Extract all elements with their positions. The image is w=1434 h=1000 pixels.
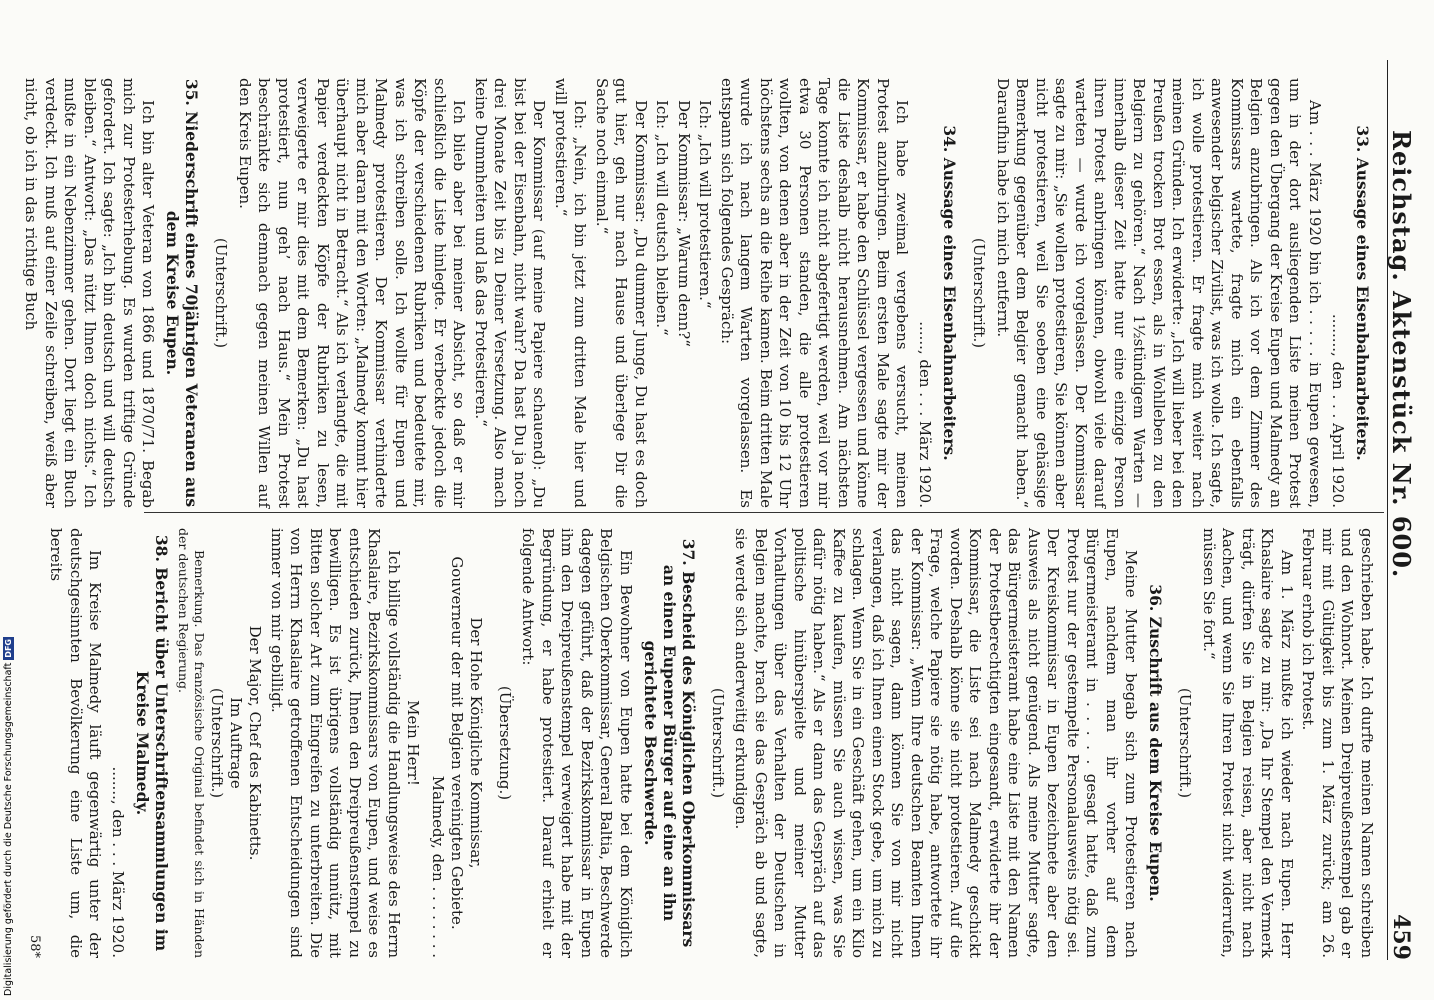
section-34-dialog-6: Der Kommissar (auf meine Papiere schauend): „Du bist bei der Eisenbahn, nicht wahr? Da hast Du ja noch drei Monate Zeit bis zu Deiner Versetzung. Also mach keine Dummheiten und laß das Protestieren.“ [472, 78, 549, 508]
section-33-signature: (Unterschrift.) [970, 237, 989, 349]
section-37-translation-note: (Übersetzung.) [496, 685, 514, 801]
right-column [27, 528, 1376, 958]
section-34-dialog-1: Ich: „Ich will protestieren.“ [696, 100, 715, 309]
section-34-text: Ich habe zweimal vergebens versucht, meinen Protest anzubringen. Beim ersten Male sagte mir der Kommissar, er habe den Schlüssel vergessen und könne die Liste deshalb nicht herausnehmen. Am nächsten Tage konnte ich nicht abgefertigt werden, weil vor mir etwa 30 Personen standen, die alle protestieren wollten, von denen aber in der Zeit von 10 bis 12 Uhr höchstens sechs an die Reihe kamen. Beim dritten Male wurde ich nach langem Warten vorgelassen. Es entspann sich folgendes Gespräch: [718, 78, 912, 508]
section-35-signature: (Unterschrift.) [1176, 687, 1195, 799]
section-37-text: Ein Bewohner von Eupen hatte bei dem Königlich Belgischen Oberkommissar, General Baltia, Beschwerde dagegen geführt, daß der Bezirkskommissar in Eupen ihm den Dreipreußenstempel verweigert habe mit der Begründung, er habe protestiert. Darauf erhielt er folgende Antwort: [519, 528, 635, 958]
section-37-heading: 37. Bescheid des Königlichen Oberkommissars an einen Eupener Bürger auf eine an ihn gerichtete Beschwerde. [641, 538, 698, 948]
section-38-heading: 38. Bericht über Unterschriftensammlungen im Kreise Malmedy. [133, 534, 172, 952]
page-number: 459 [1388, 914, 1414, 960]
page-header-title: Reichstag. Aktenstück Nr. 600. [1387, 130, 1416, 579]
section-34-dialog-2: Der Kommissar: „Warum denn?“ [675, 100, 693, 347]
section-37-place: Malmedy, den . . . . . . . . [429, 775, 447, 958]
section-33-heading: 33. Aussage eines Eisenbahnarbeiters. [1353, 125, 1372, 461]
section-38-dateline: ......., den . . . März 1920. [109, 766, 128, 958]
section-35-continued: geschrieben habe. Ich durfte meinen Namen schreiben und den Wohnort. Meinen Dreipreußenstempel gab er mir mit Gültigkeit bis zum 1. März zurück; am 26. Februar erhob ich Protest. [1299, 528, 1376, 958]
section-37-signer-title: Der Major, Chef des Kabinetts. [246, 625, 265, 861]
section-34-dateline: ......, den . . . März 1920. [916, 321, 935, 508]
section-34-heading: 34. Aussage eines Eisenbahnarbeiters. [940, 125, 960, 461]
section-34-text-2: Ich blieb aber bei meiner Absicht, so daß er mir schließlich die Liste hinlegte. Er verbeckte jedoch die Köpfe der verschiedenen Rubriken und bedeutete mir, was ich schreiben solle. Ich wollte für Eupen und Malmedy protestieren. Der Kommissar verhinderte mich aber daran mit den Worten: „Malmedy kommt hier überhaupt nicht in Betracht.“ Als ich verlangte, die mit Papier verdeckten Köpfe der Rubriken zu lesen, verweigerte er mir dies mit dem Bemerken: „Du hast protestiert, nun geh’ nach Haus.“ Mein Protest beschränkte sich demnach gegen meinen Willen auf den Kreis Eupen. [236, 78, 469, 508]
section-33-text: Am . . . März 1920 bin ich . . . . . in Eupen gewesen, um in der dort ausliegenden Liste meinen Protest gegen den Übergang der Kreise Eupen und Malmedy an Belgien anzubringen. Als ich vor dem Zimmer des Kommissars wartete, fragte mich ein ebenfalls anwesender belgischer Zivilist, was ich wolle. Ich sagte, ich wolle protestieren. Er fragte mich weiter nach meinen Gründen. Ich erwiderte: „Ich will lieber bei den Preußen trocken Brot essen, als in Wohlleben zu den Belgiern zu gehören.“ Nach 1½stündigem Warten — innerhalb dieser Zeit hatte nur eine einzige Person ihren Protest anbringen können, obwohl viele darauf warteten — wurde ich vorgelassen. Der Kommissar sagte zu mir: „Sie wollen protestieren, Sie können aber nicht protestieren, weil Sie soeben eine gehässige Bemerkung gegenüber dem Belgier gemacht haben.“ Daraufhin habe ich mich entfernt. [994, 78, 1324, 508]
section-36-signature: (Unterschrift.) [709, 687, 727, 799]
credit-text: Digitalisierung gefördert durch die Deutsche Forschungsgemeinschaft [2, 662, 14, 996]
section-33-dateline: ........, den . . . April 1920. [1329, 313, 1347, 508]
section-35-text-2: Am 1. März mußte ich wieder nach Eupen. Herr Khaslaire sagte zu mir: „Da Ihr Stempel den Vermerk trägt, dürfen Sie in Belgien reisen, aber nicht nach Aachen, und wenn Sie Ihren Protest nicht widerrufen, müssen Sie fort.“ [1200, 528, 1296, 958]
section-37-greeting: Mein Herr! [404, 700, 422, 786]
section-38-text: Im Kreise Malmedy läuft gegenwärtig unter der deutschgesinnten Bevölkerung eine Liste um, die bereits [47, 528, 105, 958]
section-37-authority: Der Hohe Königliche Kommissar, [467, 617, 485, 869]
section-37-signer-auftrag: Im Auftrage [227, 697, 246, 789]
section-36-heading: 36. Zuschrift aus dem Kreise Eupen. [1146, 584, 1166, 902]
section-34-signature: (Unterschrift.) [212, 237, 231, 349]
section-37-letter: Ich billige vollständig die Handlungsweise des Herrn Khaslaire, Bezirkskommissars von Eupen, und weise es entschieden zurück, Ihnen den Dreipreußenstempel zu bewilligen. Es ist übrigens vollständig unnütz, mit Bitten solcher Art zum Eingreifen zu unterbreiten. Die von Herrn Khaslaire getroffenen Entscheidungen sind immer von mir gebilligt. [268, 528, 403, 958]
section-37-remark: Bemerkung. Das französische Original befindet sich in Händen der deutschen Regierung. [176, 528, 208, 958]
section-36-text: Meine Mutter begab sich zum Protestieren nach Eupen, nachdem man ihr vorher auf dem Bürgermeisteramt in . . . . . gesagt hatte, daß zum Protest nur der gestempelte Personalausweis nötig sei. Der Kreiskommissar in Eupen bezeichnete aber den Ausweis als nicht genügend. Als meine Mutter sagte, das Bürgermeisteramt habe eine Liste mit den Namen der Protestberechtigten eingesandt, erwiderte ihr der Kommissar, die Liste sei nach Malmedy geschickt worden. Deshalb könne sie nicht protestieren. Auf die Frage, welche Papiere sie nötig habe, antwortete ihr der Kommissar: „Wenn Ihre deutschen Beamten Ihnen das nicht sagen, dann können Sie von mir nicht verlangen, daß ich Ihnen einen Stock gebe, um mich zu schlagen. Wenn Sie in ein Geschäft gehen, um ein Kilo Kaffee zu kaufen, müssen Sie auch wissen, was Sie dafür nötig haben.“ Als er dann das Gespräch auf das politische hinüberspielte und meiner Mutter Vorhaltungen über das Verhalten der Deutschen in Belgien machte, brach sie das Gespräch ab und sagte, sie werde sich anderweitig erkundigen. [732, 528, 1141, 958]
signature-mark: 58* [27, 934, 42, 958]
digitization-credit [2, 594, 14, 996]
dfg-logo: DFG [3, 639, 13, 658]
section-34-dialog-3: Ich: „Ich will deutsch bleiben.“ [653, 100, 672, 336]
section-35-heading: 35. Niederschrift eines 70jährigen Veteranen aus dem Kreise Eupen. [163, 78, 202, 508]
section-34-dialog-4: Der Kommissar: „Du dummer Junge, Du hast es doch gut hier, geh nur nach Hause und überlege Dir die Sache noch einmal.“ [593, 78, 650, 508]
section-34-dialog-5: Ich: „Nein, ich bin jetzt zum dritten Male hier und will protestieren.“ [552, 78, 590, 508]
left-column [22, 78, 1376, 508]
column-divider [144, 512, 1384, 513]
section-37-authority-sub: Gouverneur der mit Belgien vereinigten Gebiete. [448, 556, 466, 930]
section-37-signature: (Unterschrift.) [208, 687, 227, 799]
section-35-text: Ich bin alter Veteran von 1866 und 1870/71. Begab mich zur Protesterhebung. Es wurden triftige Gründe gefordert. Ich sagte: „Ich bin deutsch und will deutsch bleiben.“ Antwort: „Das nützt Ihnen doch nichts.“ Ich mußte in ein Nebenzimmer gehen. Dort liegt ein Buch verdeckt. Ich muß auf einer Zeile schreiben, weiß aber nicht, ob ich in das richtige Buch [22, 78, 158, 508]
page-header [1387, 60, 1418, 960]
